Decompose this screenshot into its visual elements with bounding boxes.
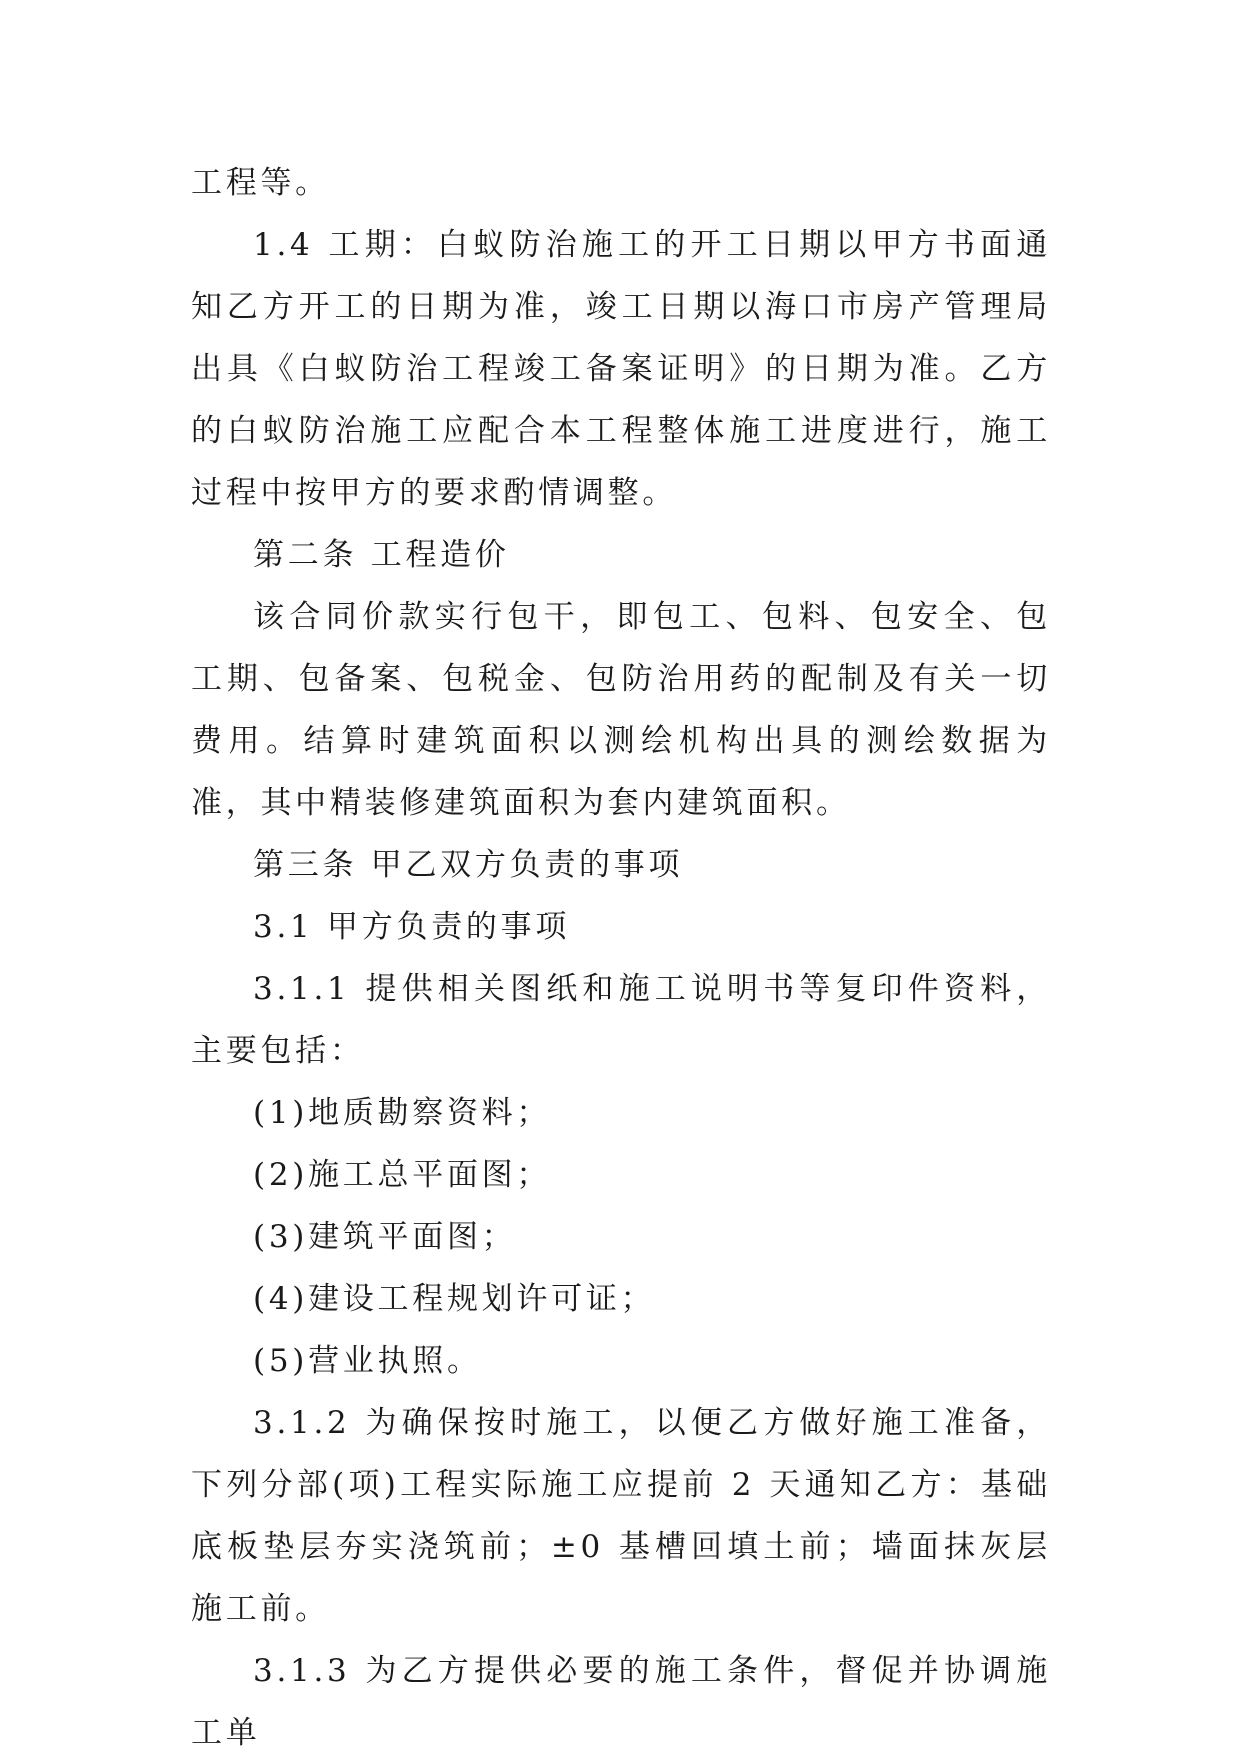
paragraph: 3.1.1 提供相关图纸和施工说明书等复印件资料，主要包括：: [191, 971, 1051, 1069]
document-body: [191, 152, 1051, 1764]
paragraph: 3.1.2 为确保按时施工，以便乙方做好施工准备，下列分部(项)工程实际施工应提前 2 天通知乙方：基础底板垫层夯实浇筑前；±0 基槽回填土前；墙面抹灰层施工前。: [191, 1405, 1051, 1627]
subsection-heading: 3.1 甲方负责的事项: [253, 909, 571, 945]
paragraph: 1.4 工期：白蚁防治施工的开工日期以甲方书面通知乙方开工的日期为准，竣工日期以海口市房产管理局出具《白蚁防治工程竣工备案证明》的日期为准。乙方的白蚁防治施工应配合本工程整体施工进度进行，施工过程中按甲方的要求酌情调整。: [191, 227, 1051, 511]
paragraph: 工程等。: [191, 165, 330, 201]
list-item: (1)地质勘察资料；: [253, 1095, 552, 1131]
paragraph: 3.1.3 为乙方提供必要的施工条件，督促并协调施工单: [191, 1653, 1051, 1751]
section-heading: 第三条 甲乙双方负责的事项: [253, 847, 684, 883]
list-item: (2)施工总平面图；: [253, 1157, 552, 1193]
section-heading: 第二条 工程造价: [253, 537, 510, 573]
list-item: (5)营业执照。: [253, 1343, 482, 1379]
list-item: (3)建筑平面图；: [253, 1219, 517, 1255]
paragraph: 该合同价款实行包干，即包工、包料、包安全、包工期、包备案、包税金、包防治用药的配制及有关一切费用。结算时建筑面积以测绘机构出具的测绘数据为准，其中精装修建筑面积为套内建筑面积。: [191, 599, 1051, 821]
list-item: (4)建设工程规划许可证；: [253, 1281, 656, 1317]
